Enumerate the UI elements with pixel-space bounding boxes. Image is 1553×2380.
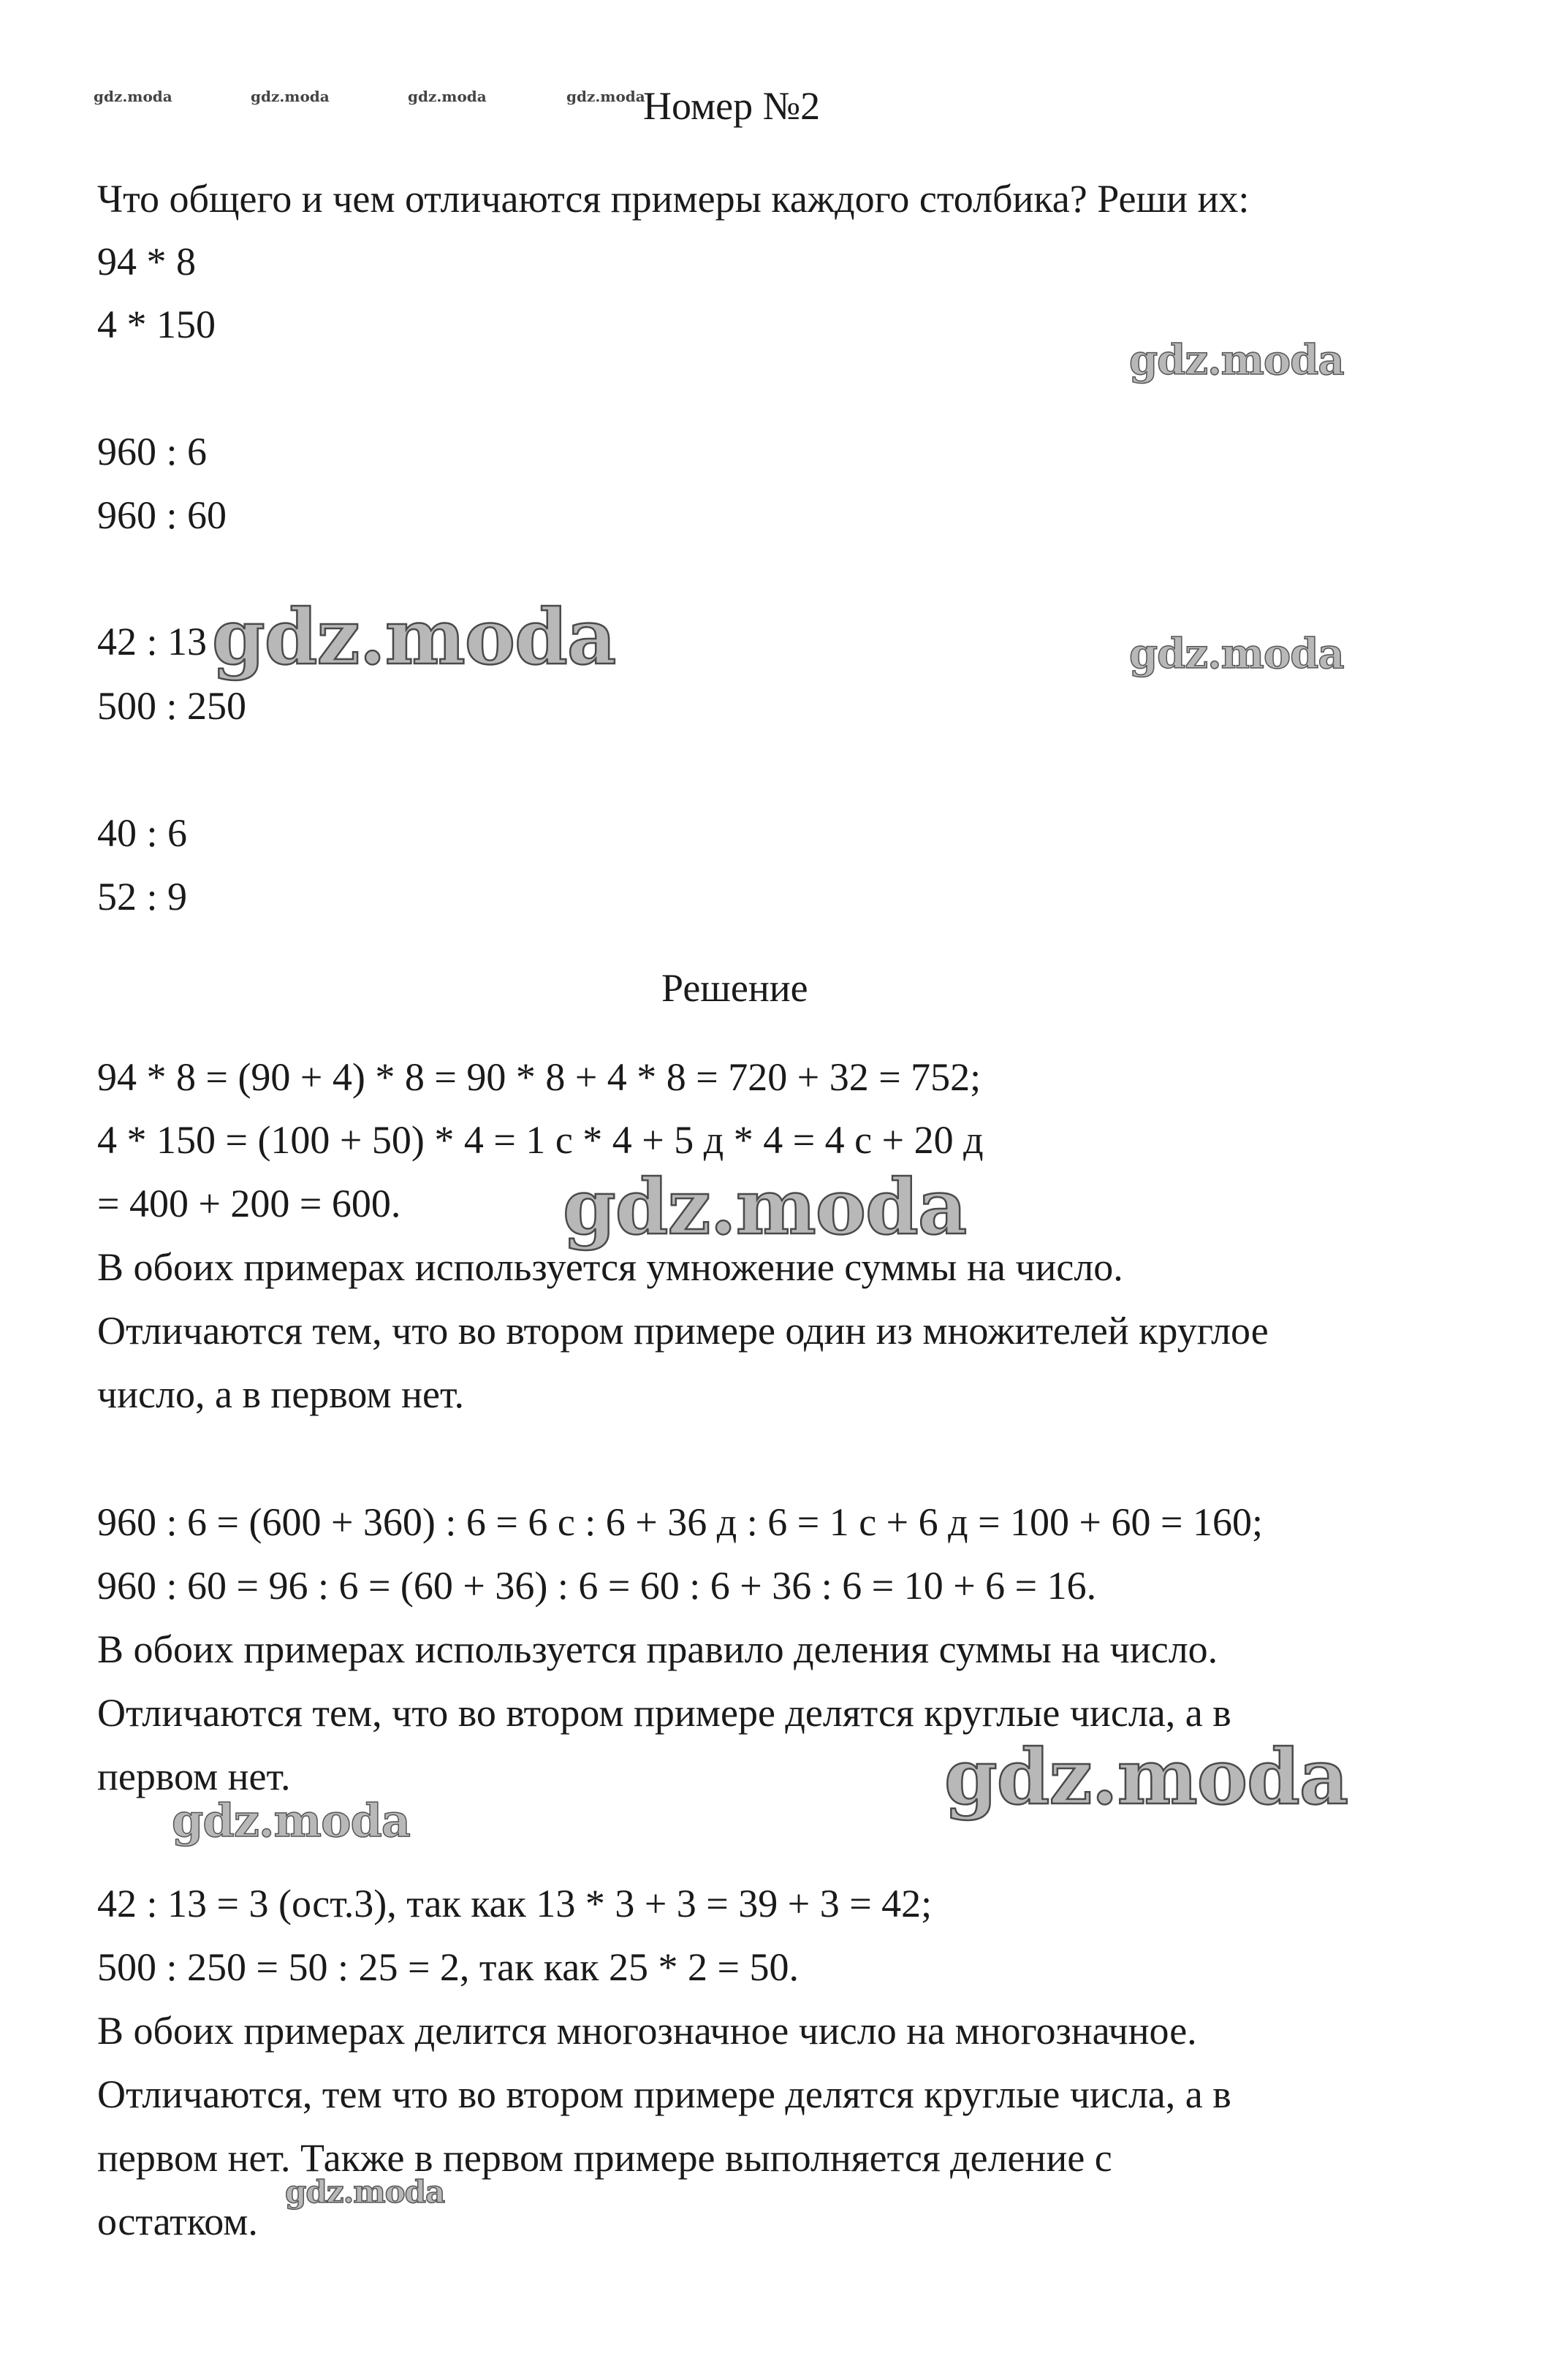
example-6: 500 : 250 <box>97 684 247 728</box>
solution-line: 42 : 13 = 3 (ост.3), так как 13 * 3 + 3 = 39 + 3 = 42; <box>97 1882 933 1925</box>
watermark-tiny-1: gdz.moda <box>94 88 172 105</box>
example-8: 52 : 9 <box>97 875 188 919</box>
solution-line: Отличаются тем, что во втором примере делятся круглые числа, а в <box>97 1691 1231 1735</box>
solution-line: В обоих примерах делится многозначное число на многозначное. <box>97 2009 1197 2053</box>
solution-line: число, а в первом нет. <box>97 1372 464 1416</box>
solution-line: = 400 + 200 = 600. <box>97 1182 401 1225</box>
solution-line: первом нет. <box>97 1754 291 1798</box>
example-7: 40 : 6 <box>97 811 188 855</box>
watermark: gdz.moda <box>944 1732 1348 1822</box>
watermark: gdz.moda <box>212 592 616 682</box>
watermark: gdz.moda <box>285 2174 445 2210</box>
solution-line: 960 : 60 = 96 : 6 = (60 + 36) : 6 = 60 : 6 + 36 : 6 = 10 + 6 = 16. <box>97 1564 1097 1608</box>
solution-heading: Решение <box>661 966 808 1010</box>
solution-line: 960 : 6 = (600 + 360) : 6 = 6 с : 6 + 36 д : 6 = 1 с + 6 д = 100 + 60 = 160; <box>97 1500 1263 1544</box>
example-2: 4 * 150 <box>97 303 216 346</box>
example-3: 960 : 6 <box>97 430 208 474</box>
solution-line: 500 : 250 = 50 : 25 = 2, так как 25 * 2 = 50. <box>97 1945 799 1989</box>
solution-line: 94 * 8 = (90 + 4) * 8 = 90 * 8 + 4 * 8 = 720 + 32 = 752; <box>97 1055 981 1099</box>
solution-line: остатком. <box>97 2200 258 2243</box>
page-title: Номер №2 <box>643 84 821 128</box>
watermark: gdz.moda <box>563 1162 967 1252</box>
watermark: gdz.moda <box>1129 630 1344 678</box>
watermark-tiny-4: gdz.moda <box>566 88 645 105</box>
watermark: gdz.moda <box>172 1794 410 1847</box>
solution-line: Отличаются, тем что во втором примере делятся круглые числа, а в <box>97 2072 1231 2116</box>
example-4: 960 : 60 <box>97 493 227 537</box>
solution-line: первом нет. Также в первом примере выполняется деление с <box>97 2136 1112 2180</box>
watermark-tiny-3: gdz.moda <box>408 88 487 105</box>
solution-line: 4 * 150 = (100 + 50) * 4 = 1 с * 4 + 5 д * 4 = 4 с + 20 д <box>97 1118 984 1162</box>
solution-line: В обоих примерах используется правило деления суммы на число. <box>97 1627 1218 1671</box>
watermark: gdz.moda <box>1129 336 1344 384</box>
example-5: 42 : 13 <box>97 620 208 664</box>
example-1: 94 * 8 <box>97 240 196 284</box>
solution-line: В обоих примерах используется умножение суммы на число. <box>97 1245 1123 1289</box>
watermark-tiny-2: gdz.moda <box>251 88 330 105</box>
solution-line: Отличаются тем, что во втором примере один из множителей круглое <box>97 1309 1269 1353</box>
task-question: Что общего и чем отличаются примеры каждого столбика? Реши их: <box>97 177 1250 221</box>
